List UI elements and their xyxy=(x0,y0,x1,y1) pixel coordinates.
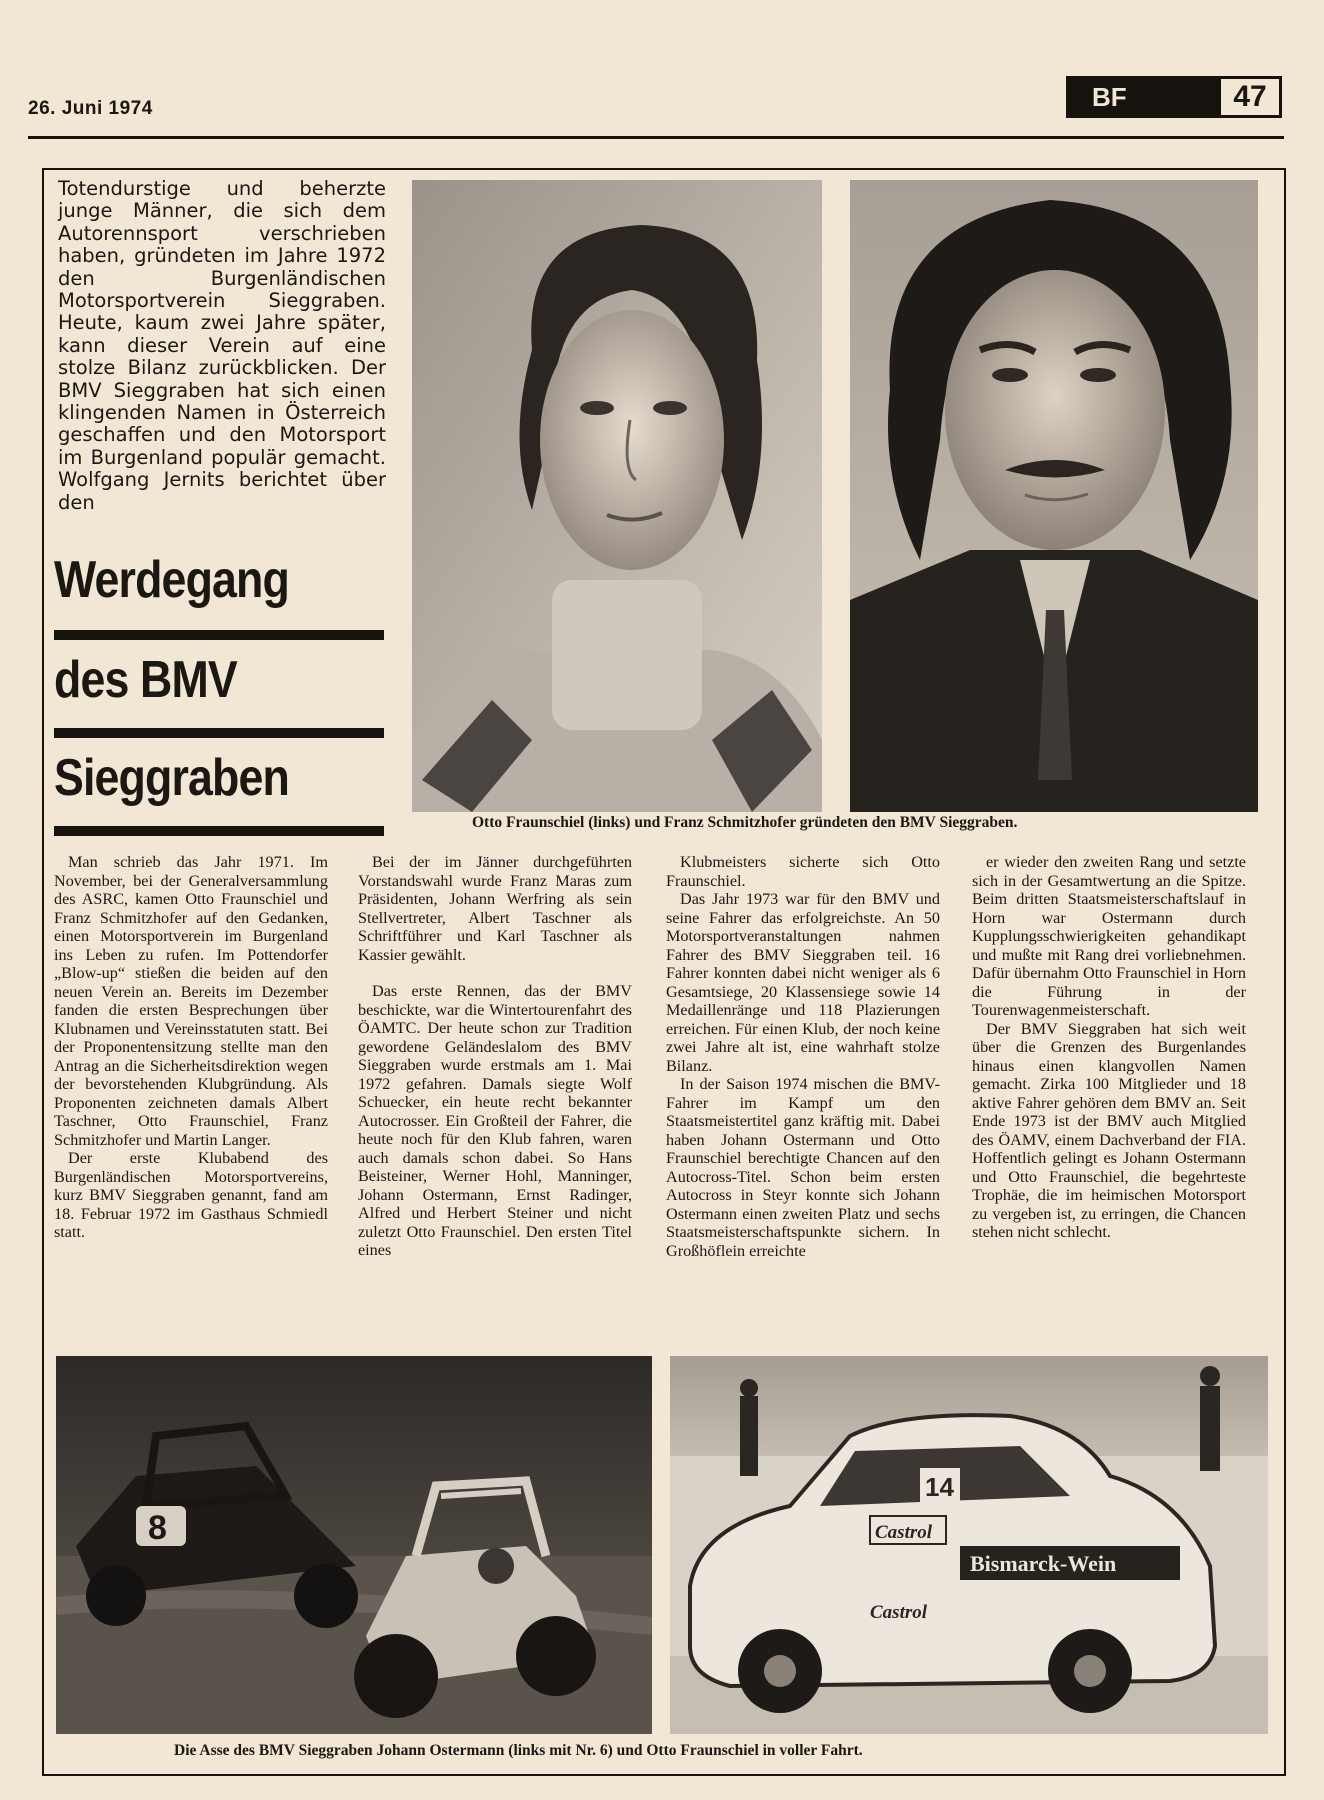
headline-line-1: Werdegang xyxy=(54,551,289,609)
fiat-race-photo xyxy=(670,1356,1268,1734)
headline-bar xyxy=(54,826,384,836)
headline-bar xyxy=(54,630,384,640)
headline-line-2: des BMV xyxy=(54,651,237,709)
column-paragraph: Der erste Klubabend des Burgenländischen Motorsportvereins, kurz BMV Sieggraben genannt, fand am 18. Februar 1972 im Gasthaus Schmiedl statt. xyxy=(54,1149,328,1241)
article-column-3 xyxy=(666,853,940,1260)
page-number: 47 xyxy=(1218,76,1282,118)
car-sponsor-castrol: Castrol xyxy=(875,1522,933,1543)
column-paragraph: er wieder den zweiten Rang und setzte sich in der Gesamtwertung an die Spitze. Beim dritten Staatsmeisterschaftslauf in Horn war Ostermann durch Kupplungsschwierigkeiten gehandikapt und mußte mit Rang drei vorliebnehmen. Dafür übernahm Otto Fraunschiel in Horn die Führung in der Tourenwagenmeisterschaft. xyxy=(972,853,1246,1019)
column-paragraph: Der BMV Sieggraben hat sich weit über die Grenzen des Burgenlandes hinaus einen klangvollen Namen gemacht. Zirka 100 Mitglieder und 18 aktive Fahrer gehören dem BMV an. Seit Ende 1973 ist der BMV auch Mitglied des ÖAMV, einem Dachverband der FIA. Hoffentlich gelingt es Johann Ostermann und Otto Fraunschiel, die begehrteste Trophäe, die im heimischen Motorsport zu vergeben ist, zu erringen, die Chancen stehen nicht schlecht. xyxy=(972,1019,1246,1241)
portraits-caption: Otto Fraunschiel (links) und Franz Schmitzhofer gründeten den BMV Sieggraben. xyxy=(472,814,1018,831)
column-paragraph: Bei der im Jänner durchgeführten Vorstandswahl wurde Franz Maras zum Präsidenten, Johann Werfring als sein Stellvertreter, Albert Taschner als Schriftführer und Karl Taschner als Kassier gewählt. xyxy=(358,853,632,964)
portrait-photo-right xyxy=(850,180,1258,812)
buggy-number: 8 xyxy=(148,1509,167,1547)
headline-line-3: Sieggraben xyxy=(54,749,289,807)
article-column-4 xyxy=(972,853,1246,1242)
column-paragraph: Klubmeisters sicherte sich Otto Fraunschiel. xyxy=(666,853,940,890)
column-paragraph: Das Jahr 1973 war für den BMV und seine Fahrer das erfolgreichste. An 50 Motorsportveranstaltungen nahmen Fahrer des BMV Sieggraben teil. 16 Fahrer konnten dabei nicht weniger als 6 Gesamtsiege, 20 Klassensiege sowie 14 Medaillenränge und 118 Plazierungen erreichen. Für einen Klub, der noch keine zwei Jahre alt ist, eine wahrhaft stolze Bilanz. xyxy=(666,890,940,1075)
article-column-1 xyxy=(54,853,328,1242)
headline-bar xyxy=(54,728,384,738)
intro-paragraph: Totendurstige und beherzte junge Männer, die sich dem Autorennsport verschrieben haben, gründeten im Jahre 1972 den Burgenländischen Motorsportverein Sieggraben. Heute, kaum zwei Jahre später, kann dieser Verein auf eine stolze Bilanz zurückblicken. Der BMV Sieggraben hat sich einen klingenden Namen in Österreich geschaffen und den Motorsport im Burgenland populär gemacht. Wolfgang Jernits berichtet über den xyxy=(58,177,386,514)
cars-caption: Die Asse des BMV Sieggraben Johann Ostermann (links mit Nr. 6) und Otto Fraunschiel in voller Fahrt. xyxy=(174,1742,863,1759)
car-number: 14 xyxy=(925,1472,954,1502)
issue-date: 26. Juni 1974 xyxy=(28,98,153,119)
header-rule xyxy=(28,136,1284,139)
portrait-photo-left xyxy=(412,180,822,812)
car-sponsor-castrol-door: Castrol xyxy=(870,1602,928,1623)
car-sponsor-bismarck: Bismarck-Wein xyxy=(970,1551,1117,1576)
buggy-race-photo xyxy=(56,1356,652,1734)
article-column-2 xyxy=(358,853,632,1260)
column-paragraph: Man schrieb das Jahr 1971. Im November, bei der Generalversammlung des ASRC, kamen Otto Fraunschiel und Franz Schmitzhofer auf den Gedanken, einen Motorsportverein im Burgenland ins Leben zu rufen. Im Pottendorfer „Blow-up“ stießen die beiden auf den neuen Verein an. Bereits im Dezember fanden die ersten Besprechungen über Klubnamen und Vereinsstatuten statt. Bei der Proponentensitzung stellte man den Antrag an die Sicherheitsdirektion wegen der bevorstehenden Klubgründung. Als Proponenten zeichneten damals Albert Taschner, Otto Fraunschiel, Franz Schmitzhofer und Martin Langer. xyxy=(54,853,328,1149)
column-paragraph: In der Saison 1974 mischen die BMV-Fahrer im Kampf um den Staatsmeistertitel ganz kräftig mit. Dabei haben Johann Ostermann und Otto Fraunschiel berechtigte Chancen auf den Autocross-Titel. Schon beim ersten Autocross in Steyr konnte sich Johann Ostermann einen zweiten Platz und sechs Staatsmeisterschaftspunkte sichern. In Großhöflein erreichte xyxy=(666,1075,940,1260)
column-paragraph: Das erste Rennen, das der BMV beschickte, war die Wintertourenfahrt des ÖAMTC. Der heute schon zur Tradition gewordene Geländeslalom des BMV Sieggraben wurde erstmals am 1. Mai 1972 gefahren. Damals siegte Wolf Schuecker, ein heute recht bekannter Autocrosser. Ein Großteil der Fahrer, die heute noch für den Klub fahren, waren auch damals schon dabei. So Hans Beisteiner, Werner Hohl, Manninger, Johann Ostermann, Ernst Radinger, Alfred und Herbert Steiner und nicht zuletzt Otto Fraunschiel. Den ersten Titel eines xyxy=(358,982,632,1259)
section-label: BF xyxy=(1066,76,1218,118)
